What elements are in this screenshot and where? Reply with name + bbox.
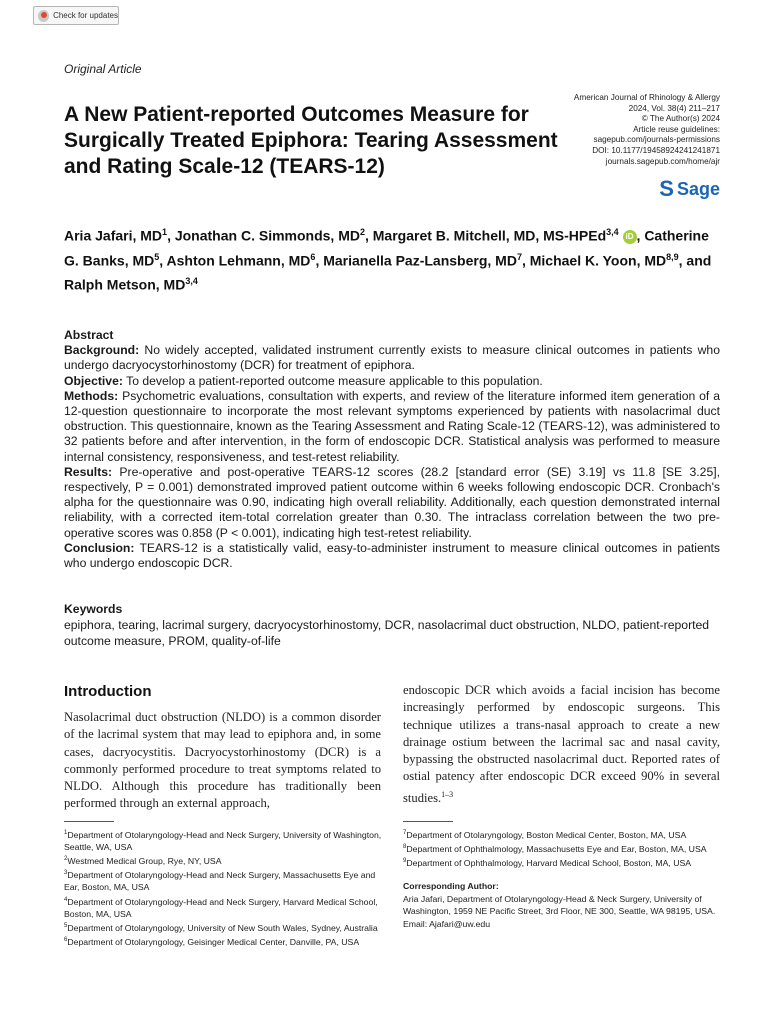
affiliation-item	[64, 894, 384, 920]
author-name: Ralph Metson, MD	[64, 276, 186, 293]
affiliation-text: Department of Otolaryngology, Boston Medical Center, Boston, MA, USA	[406, 829, 687, 840]
corresponding-address: Aria Jafari, Department of Otolaryngology-Head & Neck Surgery, University of Washington, 1959 NE Pacific Street, 3rd Floor, NE 300, Seattle, WA 98195, USA.	[403, 893, 716, 917]
affiliation-text: Department of Ophthalmology, Massachusetts Eye and Ear, Boston, MA, USA	[406, 843, 707, 854]
author-affiliation-marker: 7	[516, 251, 522, 262]
footnote-rule-left	[64, 821, 114, 822]
article-type: Original Article	[64, 62, 142, 76]
publisher-logo	[659, 176, 720, 202]
abstract-heading: Abstract	[64, 328, 114, 342]
author-name: Catherine G. Banks, MD	[64, 227, 709, 269]
affiliation-item	[403, 841, 723, 855]
author-name: Margaret B. Mitchell, MD, MS-HPEd	[372, 227, 607, 244]
keywords-heading: Keywords	[64, 602, 123, 616]
affiliation-number: 6	[64, 937, 68, 944]
update-icon	[38, 10, 49, 22]
author-affiliation-marker: 1	[162, 227, 168, 237]
affiliation-text: Department of Otolaryngology-Head and Neck Surgery, Harvard Medical School, Boston, MA, USA	[64, 896, 378, 919]
sage-s-icon: S	[659, 176, 674, 201]
orcid-icon[interactable]: iD	[623, 230, 637, 244]
author-name: Aria Jafari, MD	[64, 227, 163, 244]
corresponding-email[interactable]: Email: Ajafari@uw.edu	[403, 918, 491, 929]
affiliation-number: 8	[403, 844, 407, 851]
author-affiliation-marker: 3,4	[606, 227, 619, 237]
journal-name: American Journal of Rhinology & Allergy	[573, 93, 720, 102]
author-name: Michael K. Yoon, MD	[529, 252, 667, 269]
citation-ref[interactable]: 1–3	[441, 789, 454, 799]
introduction-heading: Introduction	[64, 683, 152, 700]
corresponding-heading: Corresponding Author:	[403, 881, 499, 891]
journal-home-link[interactable]: journals.sagepub.com/home/ajr	[605, 156, 720, 166]
affiliation-number: 5	[64, 922, 68, 929]
author-name: Marianella Paz-Lansberg, MD	[323, 252, 517, 269]
abstract-methods: Methods: Psychometric evaluations, consultation with experts, and review of the literature informed item generation of a 12-question questionnaire to incorporate the most relevant symptoms experienced by patients with nasolacrimal duct obstruction. This questionnaire, known as the Tearing Assessment and Rating Scale-12 (TEARS-12), was administered to 32 patients before and after intervention, in the form of endoscopic DCR. Statistical analysis was performed to measure internal consistency, responsiveness, and test-retest reliability.	[64, 388, 720, 464]
affiliation-text: Department of Otolaryngology-Head and Neck Surgery, Massachusetts Eye and Ear, Boston, MA, USA	[64, 870, 376, 893]
affiliation-number: 1	[64, 830, 68, 836]
affiliations-right	[403, 827, 723, 869]
author-name: Ashton Lehmann, MD	[166, 252, 311, 269]
affiliation-item	[403, 827, 723, 841]
introduction-left-column: Nasolacrimal duct obstruction (NLDO) is a common disorder of the lacrimal system that may lead to epiphora and, in some cases, dacryocystitis. Dacryocystorhinostomy (DCR) is a commonly performed procedure to treat symptoms related to NLDO. Although this procedure has traditionally been performed through an external approach,	[64, 710, 381, 811]
author-affiliation-marker: 2	[359, 227, 365, 237]
affiliation-item	[64, 867, 384, 893]
keywords-text: epiphora, tearing, lacrimal surgery, dacryocystorhinostomy, DCR, nasolacrimal duct obstruction, NLDO, patient-reported outcome measure, PROM, quality-of-life	[64, 618, 710, 648]
affiliation-text: Department of Otolaryngology, University of New South Wales, Sydney, Australia	[67, 922, 378, 933]
author-name: Jonathan C. Simmonds, MD	[174, 227, 360, 244]
affiliation-text: Department of Otolaryngology-Head and Neck Surgery, University of Washington, Seattle, WA, USA	[64, 829, 382, 853]
abstract-background: Background: No widely accepted, validated instrument currently exists to measure clinical outcomes in patients who undergo dacryocystorhinostomy (DCR) for treatment of epiphora.	[64, 343, 720, 373]
affiliation-text: Department of Ophthalmology, Harvard Medical School, Boston, MA, USA	[406, 858, 692, 869]
reuse-link[interactable]: sagepub.com/journals-permissions	[593, 135, 720, 145]
affiliations-left	[64, 827, 384, 948]
affiliation-number: 3	[64, 870, 68, 877]
check-for-updates-label: Check for updates	[53, 11, 118, 20]
publisher-name: Sage	[676, 178, 720, 199]
abstract-conclusion: Conclusion: TEARS-12 is a statistically valid, easy-to-administer instrument to measure clinical outcomes in patients who undergo endoscopic DCR.	[64, 540, 721, 571]
check-for-updates-badge[interactable]	[33, 6, 119, 25]
abstract-results: Results: Pre-operative and post-operative TEARS-12 scores (28.2 [standard error (SE) 3.19] vs 11.8 [SE 3.25], respectively, P = 0.001) demonstrated improved patient outcome within 6 weeks following endoscopic DCR. Cronbach's alpha for the questionnaire was 0.90, indicating high overall reliability. Additionally, each question demonstrated internal reliability, with a corrected item-total correlation greater than 0.30. The intraclass correlation between the two pre-operative scores was 0.858 (P < 0.001), indicating high test-retest reliability.	[64, 464, 720, 540]
reuse-label: Article reuse guidelines:	[633, 124, 720, 134]
corresponding-author	[403, 880, 723, 930]
keywords	[64, 601, 720, 649]
author-affiliation-marker: 3,4	[185, 276, 198, 287]
affiliation-item	[64, 827, 384, 853]
journal-info	[520, 93, 720, 167]
affiliation-item	[64, 920, 384, 934]
affiliation-number: 4	[64, 896, 68, 903]
doi[interactable]: DOI: 10.1177/19458924241241871	[592, 145, 720, 155]
author-affiliation-marker: 6	[310, 251, 316, 262]
article-title: A New Patient-reported Outcomes Measure for Surgically Treated Epiphora: Tearing Assessment and Rating Scale-12 (TEARS-12)	[64, 103, 558, 178]
author-list: Aria Jafari, $MD^1$, Jonathan C. Simmonds, $MD^2$, Margaret B. Mitchell, MD, MS-HPEd$^{3,4}$ iD , Catherine G. Banks, $MD^5$, Ashton Lehmann, $MD^6$, Marianella Paz-Lansberg, $MD^7$, Michael K. Yoon, MD$^{8,9}$, and Ralph Metson, MD$^{3,4}$	[64, 227, 712, 293]
affiliation-text: Department of Otolaryngology, Geisinger Medical Center, Danville, PA, USA	[67, 936, 360, 947]
author-affiliation-marker: 8,9	[666, 251, 679, 262]
affiliation-number: 9	[403, 858, 407, 865]
footnote-rule-right	[403, 821, 453, 822]
affiliation-number: 2	[64, 856, 68, 863]
journal-volume: 2024, Vol. 38(4) 211–217	[628, 103, 720, 113]
affiliation-number: 7	[403, 830, 407, 836]
affiliation-item	[64, 853, 384, 867]
abstract-objective: Objective: To develop a patient-reported outcome measure applicable to this population.	[64, 373, 543, 388]
affiliation-item	[64, 934, 384, 948]
author-affiliation-marker: 5	[154, 251, 160, 262]
journal-copyright: © The Author(s) 2024	[641, 114, 720, 124]
affiliation-text: Westmed Medical Group, Rye, NY, USA	[67, 856, 222, 867]
abstract	[64, 328, 720, 571]
affiliation-item	[403, 855, 723, 869]
introduction-right-column: endoscopic DCR which avoids a facial incision has become increasingly performed by endoscopic surgeons. This technique utilizes a trans-nasal approach to create a new drainage ostium between the lacrimal sac and nasal cavity, bypassing the obstructed nasolacrimal duct. Reported rates of ostial patency after endoscopic DCR exceed 90% in several studies.$^{1-3}$	[403, 683, 720, 805]
